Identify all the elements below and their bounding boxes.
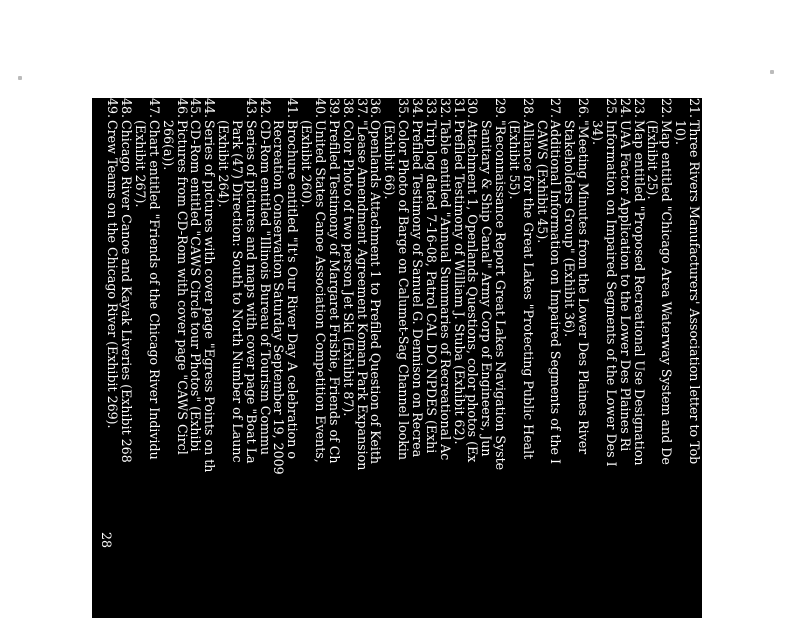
exhibit-number: 42. bbox=[257, 98, 273, 119]
exhibit-text: Prefiled Testimony of Margaret Frisbie, Friends of Ch bbox=[326, 120, 342, 464]
exhibit-text: (Exhibit 66). bbox=[382, 120, 398, 200]
exhibit-line bbox=[216, 98, 232, 618]
exhibit-line bbox=[479, 98, 495, 618]
exhibit-line bbox=[618, 98, 631, 618]
exhibit-text: Chicago River Canoe and Kayak Liveries (Exhibit 268 bbox=[119, 120, 135, 463]
exhibit-text: Trip log dated 7-16-08, Patrol CAL DO NPDES (Exhi bbox=[423, 120, 439, 454]
exhibit-text: Map entitled "Chicago Area Waterway System and De bbox=[659, 120, 675, 465]
exhibit-text: Prefiled Testimony of William J. Stuba (Exhibit 62). bbox=[451, 120, 467, 445]
exhibit-line bbox=[438, 98, 451, 618]
exhibit-number: 43. bbox=[243, 98, 259, 119]
exhibit-text: (Exhibit 260). bbox=[299, 120, 315, 208]
exhibit-number: 32. bbox=[437, 98, 453, 119]
exhibit-number: 28. bbox=[520, 98, 536, 119]
exhibit-text: Series of pictures and maps with cover page "Boat La bbox=[243, 120, 259, 464]
exhibit-text: Table entitled "Annual Summaries of Recreational Ac bbox=[437, 120, 453, 461]
exhibit-number: 29. bbox=[493, 98, 509, 119]
exhibit-number: 44. bbox=[202, 98, 218, 119]
exhibit-number: 39. bbox=[326, 98, 342, 119]
exhibit-text: Alliance for the Great Lakes "Protecting Public Healt bbox=[520, 120, 536, 460]
exhibit-line bbox=[493, 98, 509, 618]
exhibit-text: Sanitary & Ship Canal" Army Corp of Engineers, Jun bbox=[479, 120, 495, 457]
exhibit-text: Openlands Attachment 1 to Prefiled Question of Keith bbox=[368, 120, 384, 465]
exhibit-line bbox=[355, 98, 368, 618]
exhibit-text: 34). bbox=[590, 120, 606, 145]
exhibit-line bbox=[188, 98, 204, 618]
exhibit-number: 40. bbox=[313, 98, 329, 119]
exhibit-line bbox=[327, 98, 340, 618]
exhibit-text: (Exhibit 55). bbox=[506, 120, 522, 200]
exhibit-text: Park (47) Direction: South to North Number of Launc bbox=[229, 120, 245, 463]
exhibit-text: Attachment 1, Openlands Questions, color photos (Ex bbox=[465, 120, 481, 463]
exhibit-line bbox=[368, 98, 384, 618]
exhibit-line bbox=[341, 98, 354, 618]
exhibit-line bbox=[687, 98, 700, 618]
exhibit-text: Map entitled "Proposed Recreational Use Designation bbox=[631, 120, 647, 466]
exhibit-text: (Exhibit 264). bbox=[216, 120, 232, 208]
exhibit-number: 26. bbox=[576, 98, 592, 119]
exhibit-line bbox=[119, 98, 135, 618]
exhibit-text: Stakeholders Group" (Exhibit 36). bbox=[562, 120, 578, 338]
rotated-page-content bbox=[92, 98, 702, 618]
exhibit-line bbox=[507, 98, 520, 618]
exhibit-text: Information on Impaired Segments of the Lower Des I bbox=[603, 120, 619, 467]
exhibit-number: 47. bbox=[146, 98, 162, 119]
exhibit-line bbox=[161, 98, 174, 618]
exhibit-line bbox=[313, 98, 329, 618]
exhibit-line bbox=[452, 98, 465, 618]
exhibit-number: 34. bbox=[410, 98, 425, 119]
exhibit-number: 49. bbox=[105, 98, 121, 119]
exhibit-number: 37. bbox=[354, 98, 370, 119]
exhibit-line bbox=[382, 98, 398, 618]
scanned-page bbox=[92, 98, 702, 618]
exhibit-text: Color Photo of Barge on Calumet-Sag Channel lookin bbox=[396, 120, 412, 461]
exhibit-text: "Lease Amendment Agreement Koman Park Expansion bbox=[354, 120, 370, 471]
exhibit-line bbox=[202, 98, 218, 618]
exhibit-text: "Reconnaissance Report Great Lakes Navigation Syste bbox=[493, 120, 509, 471]
exhibit-line bbox=[424, 98, 437, 618]
exhibit-line bbox=[410, 98, 423, 618]
exhibit-text: Color Photo of two person Jet Ski (Exhibit 87). bbox=[340, 120, 356, 417]
exhibit-text: Three Rivers Manufacturers' Association letter to Tob bbox=[687, 120, 702, 465]
exhibit-line bbox=[396, 98, 412, 618]
exhibit-number: 46. bbox=[174, 98, 190, 119]
exhibit-text: CAWS (Exhibit 45). bbox=[534, 120, 550, 244]
exhibit-text: (Exhibit 25). bbox=[645, 120, 661, 200]
exhibit-number: 31. bbox=[451, 98, 467, 119]
page-number: 28 bbox=[99, 532, 114, 549]
exhibit-text: Brochure entitled "It's Our River Day A celebration o bbox=[285, 120, 301, 459]
exhibit-text: Crew Teams on the Chicago River (Exhibit 269). bbox=[105, 120, 121, 429]
exhibit-text: Prefiled Testimony of Samuel G. Dennison on Recrea bbox=[410, 120, 425, 458]
exhibit-line bbox=[272, 98, 285, 618]
exhibit-line bbox=[604, 98, 617, 618]
exhibit-line bbox=[244, 98, 257, 618]
exhibit-line bbox=[133, 98, 146, 618]
exhibit-line bbox=[659, 98, 675, 618]
exhibit-text: "Meeting Minutes from the Lower Des Plaines River bbox=[576, 120, 592, 455]
exhibit-number: 24. bbox=[617, 98, 633, 119]
exhibit-line bbox=[521, 98, 534, 618]
exhibit-line bbox=[147, 98, 160, 618]
exhibit-number: 41. bbox=[285, 98, 301, 119]
exhibit-number: 33. bbox=[423, 98, 439, 119]
exhibit-line bbox=[299, 98, 315, 618]
exhibit-number: 45. bbox=[188, 98, 204, 119]
exhibit-number: 25. bbox=[603, 98, 619, 119]
exhibit-number: 48. bbox=[119, 98, 135, 119]
exhibit-line bbox=[549, 98, 562, 618]
exhibit-text: United States Canoe Association Competition Events, bbox=[313, 120, 329, 463]
exhibit-line bbox=[465, 98, 481, 618]
exhibit-number: 35. bbox=[396, 98, 412, 119]
exhibit-number: 23. bbox=[631, 98, 647, 119]
exhibit-text: Series of pictures with cover page "Egress Points on th bbox=[202, 120, 218, 473]
exhibit-text: 10). bbox=[673, 120, 689, 145]
exhibit-line bbox=[230, 98, 243, 618]
exhibit-line bbox=[258, 98, 271, 618]
exhibit-text: Additional Information on Impaired Segments of the I bbox=[548, 120, 564, 464]
exhibit-text: Recreation Conservation Saturday September 19, 2009 bbox=[271, 120, 287, 475]
exhibit-number: 30. bbox=[465, 98, 481, 119]
exhibit-text: 266(a)). bbox=[160, 120, 176, 171]
exhibit-line bbox=[175, 98, 188, 618]
exhibit-line bbox=[285, 98, 301, 618]
exhibit-text: (Exhibit 267). bbox=[133, 120, 148, 208]
scan-speck bbox=[18, 76, 22, 80]
exhibit-line bbox=[590, 98, 606, 618]
exhibit-line bbox=[632, 98, 645, 618]
exhibit-line bbox=[535, 98, 548, 618]
exhibit-text: CD-Rom entitled "CAWS Circle tour Photos" (Exhibi bbox=[188, 120, 204, 452]
exhibit-line bbox=[576, 98, 592, 618]
exhibit-number: 38. bbox=[340, 98, 356, 119]
exhibit-text: Chart entitled "Friends of the Chicago River Individu bbox=[146, 120, 162, 460]
exhibit-number: 36. bbox=[368, 98, 384, 119]
exhibit-text: CD-Rom entitled "Illinois Bureau of Tourism Commu bbox=[257, 120, 273, 456]
exhibit-line bbox=[562, 98, 578, 618]
exhibit-text: UAA Factor Application to the Lower Des Plaines Ri bbox=[617, 120, 633, 452]
exhibit-number: 22. bbox=[659, 98, 675, 119]
exhibit-line bbox=[645, 98, 661, 618]
exhibit-text: Pictures from CD-Rom with cover page "CAWS Circl bbox=[174, 120, 190, 455]
exhibit-line bbox=[673, 98, 689, 618]
exhibit-number: 21. bbox=[687, 98, 702, 119]
exhibit-number: 27. bbox=[548, 98, 564, 119]
scan-speck bbox=[770, 70, 774, 74]
